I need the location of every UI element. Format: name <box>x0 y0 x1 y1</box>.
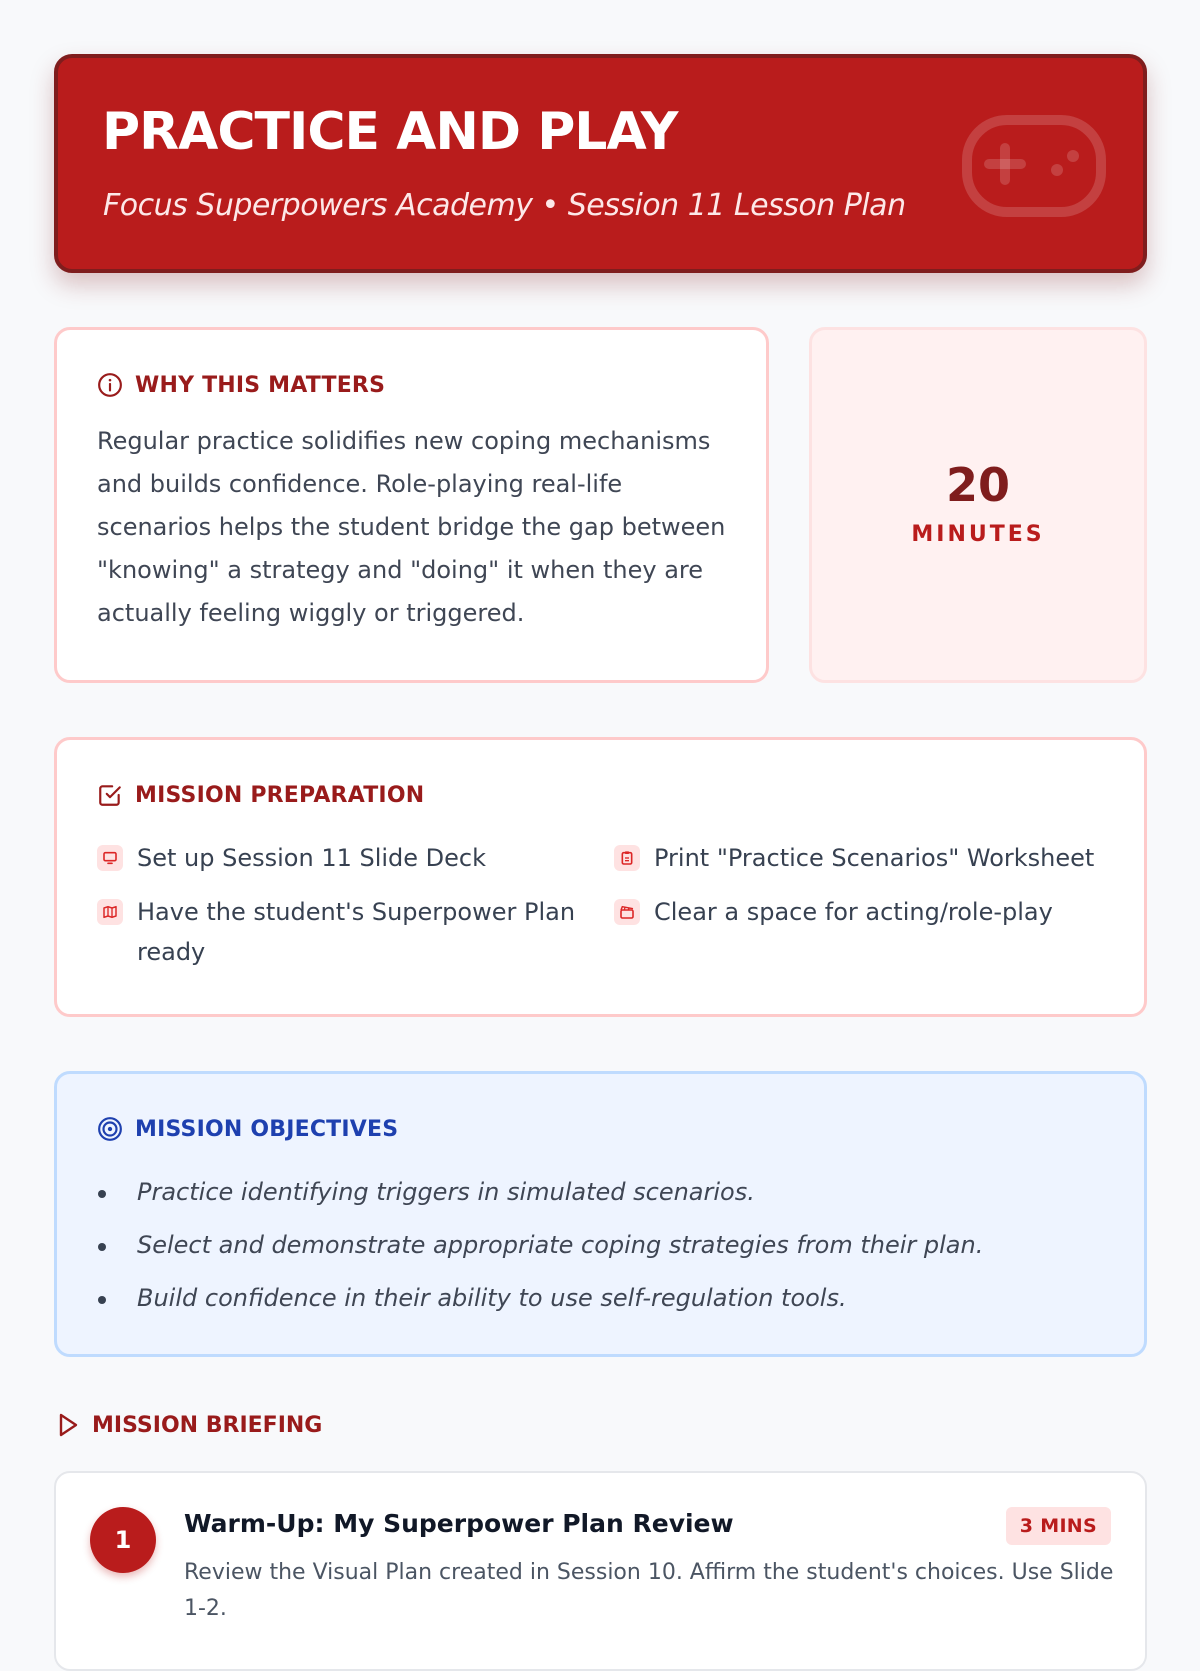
objective-item: Practice identifying triggers in simulated scenarios. <box>97 1166 1104 1219</box>
duration-value: 20 <box>945 458 1010 512</box>
why-body: Regular practice solidifies new coping mechanisms and builds confidence. Role-playing real-life scenarios helps the student bridge the gap between "knowing" a strategy and "doing" it when they are actually feeling wiggly or triggered. <box>97 427 726 627</box>
preparation-heading <box>97 782 1104 808</box>
step-title: Warm-Up: My Superpower Plan Review <box>184 1509 734 1538</box>
clapperboard-icon <box>614 899 640 925</box>
page-title: PRACTICE AND PLAY <box>102 102 678 162</box>
step-duration-badge: 3 MINS <box>1006 1507 1111 1545</box>
why-heading-text: WHY THIS MATTERS <box>135 372 386 398</box>
prep-item-superpower-plan <box>97 892 614 972</box>
why-heading <box>97 372 726 398</box>
step-description: Review the Visual Plan created in Session 10. Affirm the student's choices. Use Slide 1-2. <box>184 1560 1114 1621</box>
mission-preparation-card <box>54 737 1147 1017</box>
prep-item-label: Have the student's Superpower Plan ready <box>137 898 576 966</box>
briefing-step <box>54 1471 1147 1671</box>
briefing-heading-text: MISSION BRIEFING <box>92 1412 323 1438</box>
prep-item-label: Print "Practice Scenarios" Worksheet <box>654 844 1095 872</box>
play-icon <box>56 1412 80 1438</box>
objectives-heading <box>97 1116 1104 1142</box>
clipboard-icon <box>614 845 640 871</box>
preparation-list <box>97 838 1104 972</box>
prep-item-label: Clear a space for acting/role-play <box>654 898 1053 926</box>
duration-card <box>809 327 1147 683</box>
prep-item-worksheet <box>614 838 1104 878</box>
step-number: 1 <box>90 1507 156 1573</box>
prep-item-role-play-space <box>614 892 1104 972</box>
lesson-header <box>54 54 1147 273</box>
duration-unit: MINUTES <box>911 522 1045 547</box>
briefing-heading <box>56 1412 322 1438</box>
monitor-icon <box>97 845 123 871</box>
preparation-heading-text: MISSION PREPARATION <box>135 782 425 808</box>
objectives-heading-text: MISSION OBJECTIVES <box>135 1116 399 1142</box>
info-icon <box>97 372 123 398</box>
prep-item-slide-deck <box>97 838 614 878</box>
checkbox-icon <box>97 782 123 808</box>
map-icon <box>97 899 123 925</box>
gamepad-icon <box>961 110 1107 220</box>
objective-item: Build confidence in their ability to use self-regulation tools. <box>97 1272 1104 1325</box>
page-subtitle: Focus Superpowers Academy • Session 11 Lesson Plan <box>103 188 906 223</box>
mission-objectives-card <box>54 1071 1147 1357</box>
why-this-matters-card <box>54 327 769 683</box>
objectives-list <box>97 1166 1104 1325</box>
prep-item-label: Set up Session 11 Slide Deck <box>137 844 487 872</box>
target-icon <box>97 1116 123 1142</box>
objective-item: Select and demonstrate appropriate coping strategies from their plan. <box>97 1219 1104 1272</box>
